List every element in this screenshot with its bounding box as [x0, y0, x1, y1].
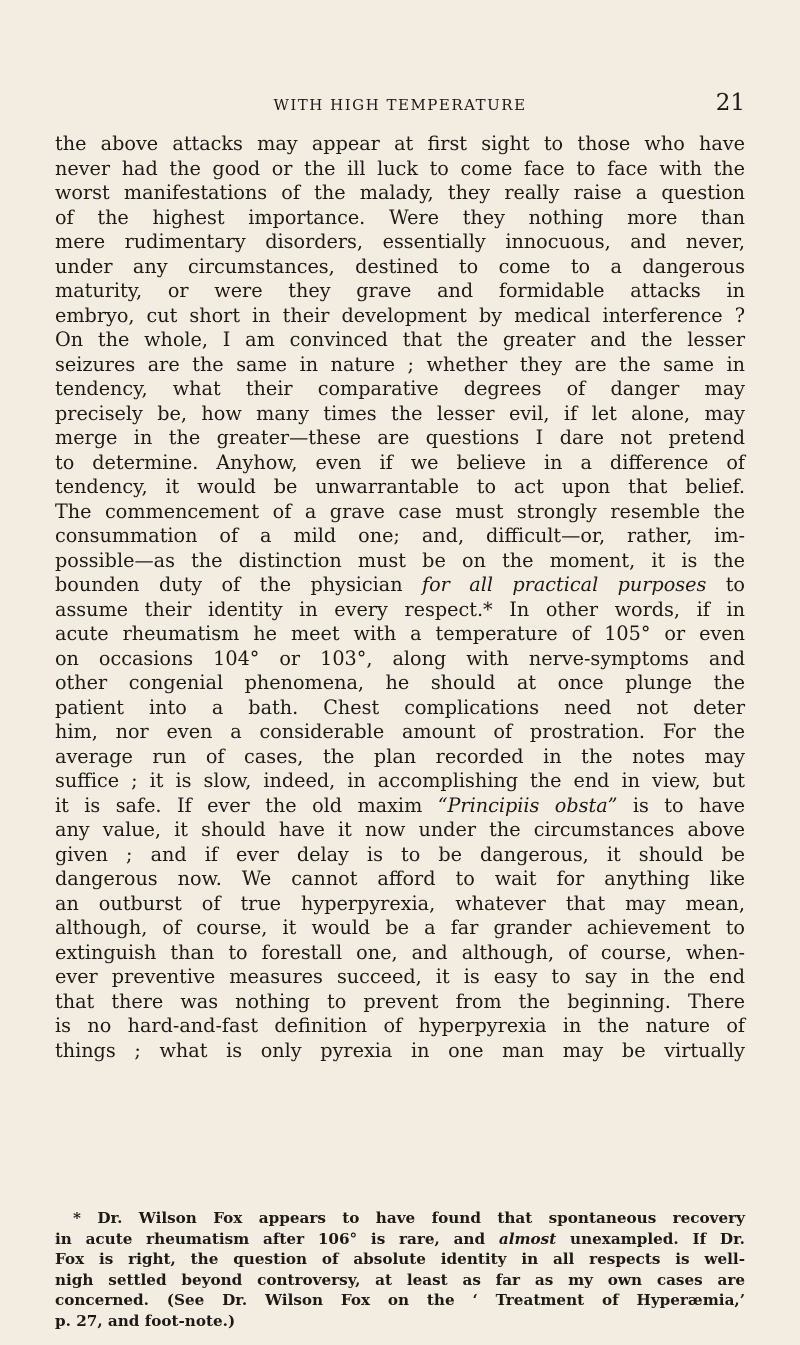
- text-line: on occasions 104° or 103°, along with nerve-symptoms and: [55, 646, 745, 670]
- text-line: The commencement of a grave case must strongly resemble the: [55, 499, 745, 523]
- footnote-line: * Dr. Wilson Fox appears to have found that spontaneous recovery: [73, 1209, 745, 1227]
- text-line: suffice ; it is slow, indeed, in accomplishing the end in view, but: [55, 769, 745, 792]
- text-segment: bounden duty of the physician: [55, 573, 403, 596]
- text-line: possible—as the distinction must be on the moment, it is the: [55, 548, 745, 572]
- text-line: worst manifestations of the malady, they really raise a question: [55, 181, 745, 204]
- text-segment: it is safe. If ever the old maxim: [55, 793, 423, 817]
- footnote-line: p. 27, and foot-note.): [55, 1311, 236, 1330]
- text-line: tendency, it would be unwarrantable to act upon that belief.: [55, 475, 745, 498]
- text-line: dangerous now. We cannot afford to wait for anything like: [55, 867, 745, 890]
- text-line: merge in the greater—these are questions I dare not pretend: [55, 426, 745, 449]
- italic-phrase: almost: [498, 1229, 557, 1248]
- running-header: [55, 92, 745, 122]
- text-line: assume their identity in every respect.* In other words, if in: [55, 597, 745, 621]
- text-line: average run of cases, the plan recorded in the notes may: [55, 744, 745, 768]
- footnote-line: Fox is right, the question of absolute identity in all respects is well-: [55, 1250, 745, 1268]
- italic-phrase: “Principiis obsta”: [437, 793, 618, 817]
- text-line: an outburst of true hyperpyrexia, whatever that may mean,: [55, 891, 745, 915]
- text-line: precisely be, how many times the lesser evil, if let alone, may: [55, 401, 745, 425]
- text-line: under any circumstances, destined to come to a dangerous: [55, 254, 745, 278]
- text-line: him, nor even a considerable amount of prostration. For the: [55, 720, 745, 743]
- header-title: WITH HIGH TEMPERATURE: [273, 96, 527, 114]
- text-line: On the whole, I am convinced that the greater and the lesser: [55, 328, 745, 351]
- text-line: mere rudimentary disorders, essentially innocuous, and never,: [55, 230, 745, 253]
- text-line: acute rheumatism he meet with a temperature of 105° or even: [55, 622, 745, 645]
- text-line: embryo, cut short in their development by medical interference ?: [55, 303, 745, 327]
- page-number: 21: [715, 90, 745, 116]
- text-line: never had the good or the ill luck to come face to face with the: [55, 156, 745, 180]
- italic-phrase: for all practical purposes: [422, 573, 707, 596]
- text-line: extinguish than to forestall one, and although, of course, when-: [55, 940, 745, 964]
- text-line-practical: [55, 573, 745, 598]
- footnote-line-almost: [55, 1229, 745, 1250]
- text-line: although, of course, it would be a far grander achievement to: [55, 916, 745, 939]
- text-line: patient into a bath. Chest complications need not deter: [55, 695, 745, 719]
- body-text: [55, 132, 745, 1063]
- text-line: the above attacks may appear at first sight to those who have: [55, 132, 745, 155]
- text-line: of the highest importance. Were they nothing more than: [55, 205, 745, 229]
- footnote: [55, 1208, 745, 1331]
- text-line: given ; and if ever delay is to be dangerous, it should be: [55, 842, 745, 866]
- text-line: other congenial phenomena, he should at once plunge the: [55, 671, 745, 694]
- text-line: that there was nothing to prevent from the beginning. There: [55, 989, 745, 1013]
- text-line: any value, it should have it now under the circumstances above: [55, 818, 745, 841]
- text-line: tendency, what their comparative degrees of danger may: [55, 377, 745, 400]
- text-line: maturity, or were they grave and formidable attacks in: [55, 279, 745, 302]
- text-segment: is to have: [617, 793, 745, 817]
- text-segment: to: [706, 573, 745, 596]
- text-line: things ; what is only pyrexia in one man may be virtually: [55, 1038, 745, 1062]
- text-line: to determine. Anyhow, even if we believe in a difference of: [55, 450, 745, 474]
- text-segment: unexampled. If Dr.: [556, 1229, 745, 1248]
- text-line: seizures are the same in nature ; whether they are the same in: [55, 352, 745, 376]
- text-line: is no hard-and-fast definition of hyperpyrexia in the nature of: [55, 1014, 745, 1037]
- text-line: consummation of a mild one; and, difficult—or, rather, im-: [55, 524, 745, 547]
- footnote-line: nigh settled beyond controversy, at least as far as my own cases are: [55, 1270, 745, 1289]
- text-segment: in acute rheumatism after 106° is rare, and: [55, 1229, 486, 1248]
- text-line: ever preventive measures succeed, it is easy to say in the end: [55, 965, 745, 988]
- text-line-maxim: [55, 794, 745, 819]
- footnote-line: concerned. (See Dr. Wilson Fox on the ‘ Treatment of Hyperæmia,’: [55, 1291, 745, 1309]
